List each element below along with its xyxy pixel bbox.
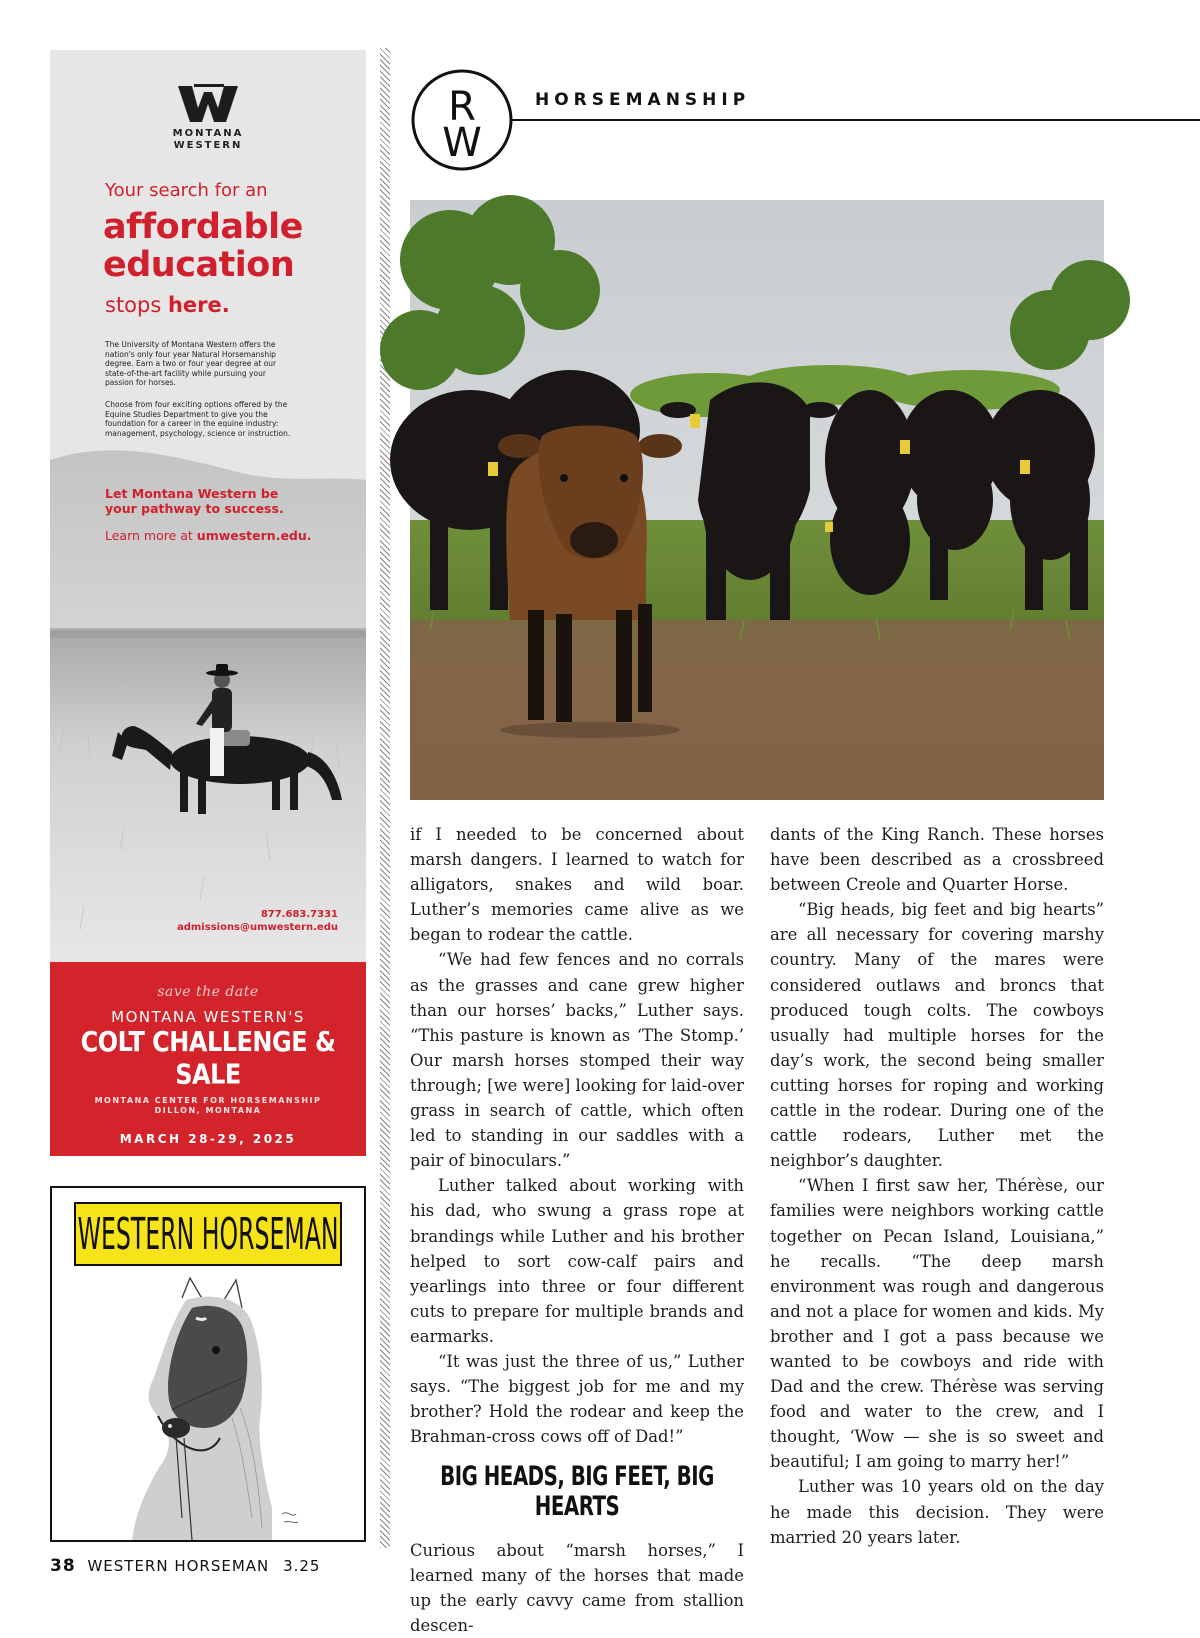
cattle-photo (410, 200, 1104, 800)
article-paragraph: dants of the King Ranch. These horses have been described as a crossbreed between Creole and Quarter Horse. (770, 825, 1104, 895)
article-paragraph: “Big heads, big feet and big hearts” are all necessary for covering marshy country. Many of the mares were considered outlaws and broncs that produced tough colts. The cowboys usually had multiple horses for the day’s work, the second being smaller cutting horses for roping and working cattle in the rodear. During one of the cattle rodears, Luther met the neighbor’s daughter. (770, 900, 1104, 1171)
article-column-1 (410, 822, 744, 1638)
event-date: MARCH 28-29, 2025 (119, 1132, 297, 1146)
article-paragraph: Luther was 10 years old on the day he made this decision. They were married 20 years later. (770, 1477, 1104, 1547)
save-the-date: save the date (157, 984, 259, 1000)
ad-paragraph-1: The University of Montana Western offers the nation's only four year Natural Horsemanship degree. Earn a two or four year degree at our state-of-the-art facility while pursuing your passion for horses. (105, 340, 277, 387)
rw-logo-icon (410, 68, 514, 172)
montana-western-logo (50, 84, 366, 152)
logo-wordmark: MONTANA WESTERN (172, 128, 244, 151)
event-line-1: MONTANA WESTERN'S (111, 1008, 305, 1026)
ad-learn-pre: Learn more at (105, 528, 197, 543)
rw-logo-letters: R (448, 84, 476, 130)
montana-western-ad[interactable] (50, 50, 366, 1156)
western-horseman-ad[interactable] (50, 1186, 366, 1542)
page-number: 38 (50, 1556, 76, 1576)
w-logo-icon (176, 84, 240, 124)
article-paragraph: Luther talked about working with his dad, who swung a grass rope at brandings while Luther and his brother helped to sort cow-calf pairs and yearlings into three or four different cuts to prepare for multiple brands and earmarks. (410, 1176, 744, 1346)
ad-learn-more[interactable] (105, 528, 312, 543)
ad-website-link[interactable]: umwestern.edu. (196, 528, 312, 543)
section-label: HORSEMANSHIP (535, 90, 751, 110)
ad-stops-here (105, 293, 230, 317)
ad-call-to-action: Let Montana Western be your pathway to success. (105, 486, 284, 516)
article-paragraph: “We had few fences and no corrals as the grasses and cane grew higher than our horses’ backs,” Luther says. “This pasture is known as ‘The Stomp.’ Our marsh horses stomped their way through; [we were] looking for laid-over grass in search of cattle, which often led to standing in our saddles with a pair of binoculars.” (410, 950, 744, 1171)
article-column-2 (770, 822, 1104, 1550)
colt-challenge-banner (50, 962, 366, 1156)
publication-name: WESTERN HORSEMAN (87, 1557, 270, 1575)
article-paragraph: “When I first saw her, Thérèse, our families were neighbors working cattle together on Pecan Island, Louisiana,” he recalls. “The deep marsh environment was rough and dangerous and not a place for women and kids. My brother and I got a pass because we wanted to be cowboys and ride with Dad and the crew. Thérèse was serving food and water to the crew, and I thought, ‘Wow — she is so sweet and beautiful; I am going to marry her!” (770, 1176, 1104, 1472)
article-paragraph: Curious about “marsh horses,” I learned many of the horses that made up the early cavvy came from stallion descen- (410, 1540, 744, 1635)
article-subhead: BIG HEADS, BIG FEET, BIG HEARTS (440, 1462, 714, 1523)
article-paragraph: “It was just the three of us,” Luther says. “The biggest job for me and my brother? Hold the rodear and keep the Brahman-cross cows off of Dad!” (410, 1351, 744, 1447)
event-line-2: COLT CHALLENGE & SALE (80, 1025, 336, 1091)
column-divider (380, 48, 390, 1548)
ad-email[interactable]: admissions@umwestern.edu (176, 922, 338, 933)
magazine-title: WESTERN HORSEMAN (77, 1208, 339, 1260)
issue-number: 3.25 (283, 1557, 321, 1575)
horse-sketch-illustration (112, 1278, 312, 1540)
svg-text:W: W (442, 120, 482, 166)
article-paragraph: if I needed to be concerned about marsh dangers. I learned to watch for alligators, snakes and wild boar. Luther’s memories came alive as we began to rodear the cattle. (410, 825, 744, 945)
ad-headline (103, 208, 303, 284)
event-venue: MONTANA CENTER FOR HORSEMANSHIP DILLON, MONTANA (94, 1096, 322, 1115)
ad-phone[interactable]: 877.683.7331 (260, 909, 338, 920)
magazine-title-box (74, 1202, 342, 1266)
ad-stops-bold: here. (167, 293, 230, 317)
page-footer (50, 1556, 320, 1576)
ad-headline-line1: affordable (103, 207, 303, 247)
ad-paragraph-2: Choose from four exciting options offered by the Equine Studies Department to give you the foundation for a career in the equine industry: management, psychology, science or instruction. (105, 400, 291, 438)
ad-stops-pre: stops (105, 293, 168, 317)
ad-contact (177, 908, 338, 934)
ad-intro: Your search for an (105, 180, 268, 201)
header-rule (512, 119, 1200, 121)
ad-headline-line2: education (103, 245, 295, 285)
